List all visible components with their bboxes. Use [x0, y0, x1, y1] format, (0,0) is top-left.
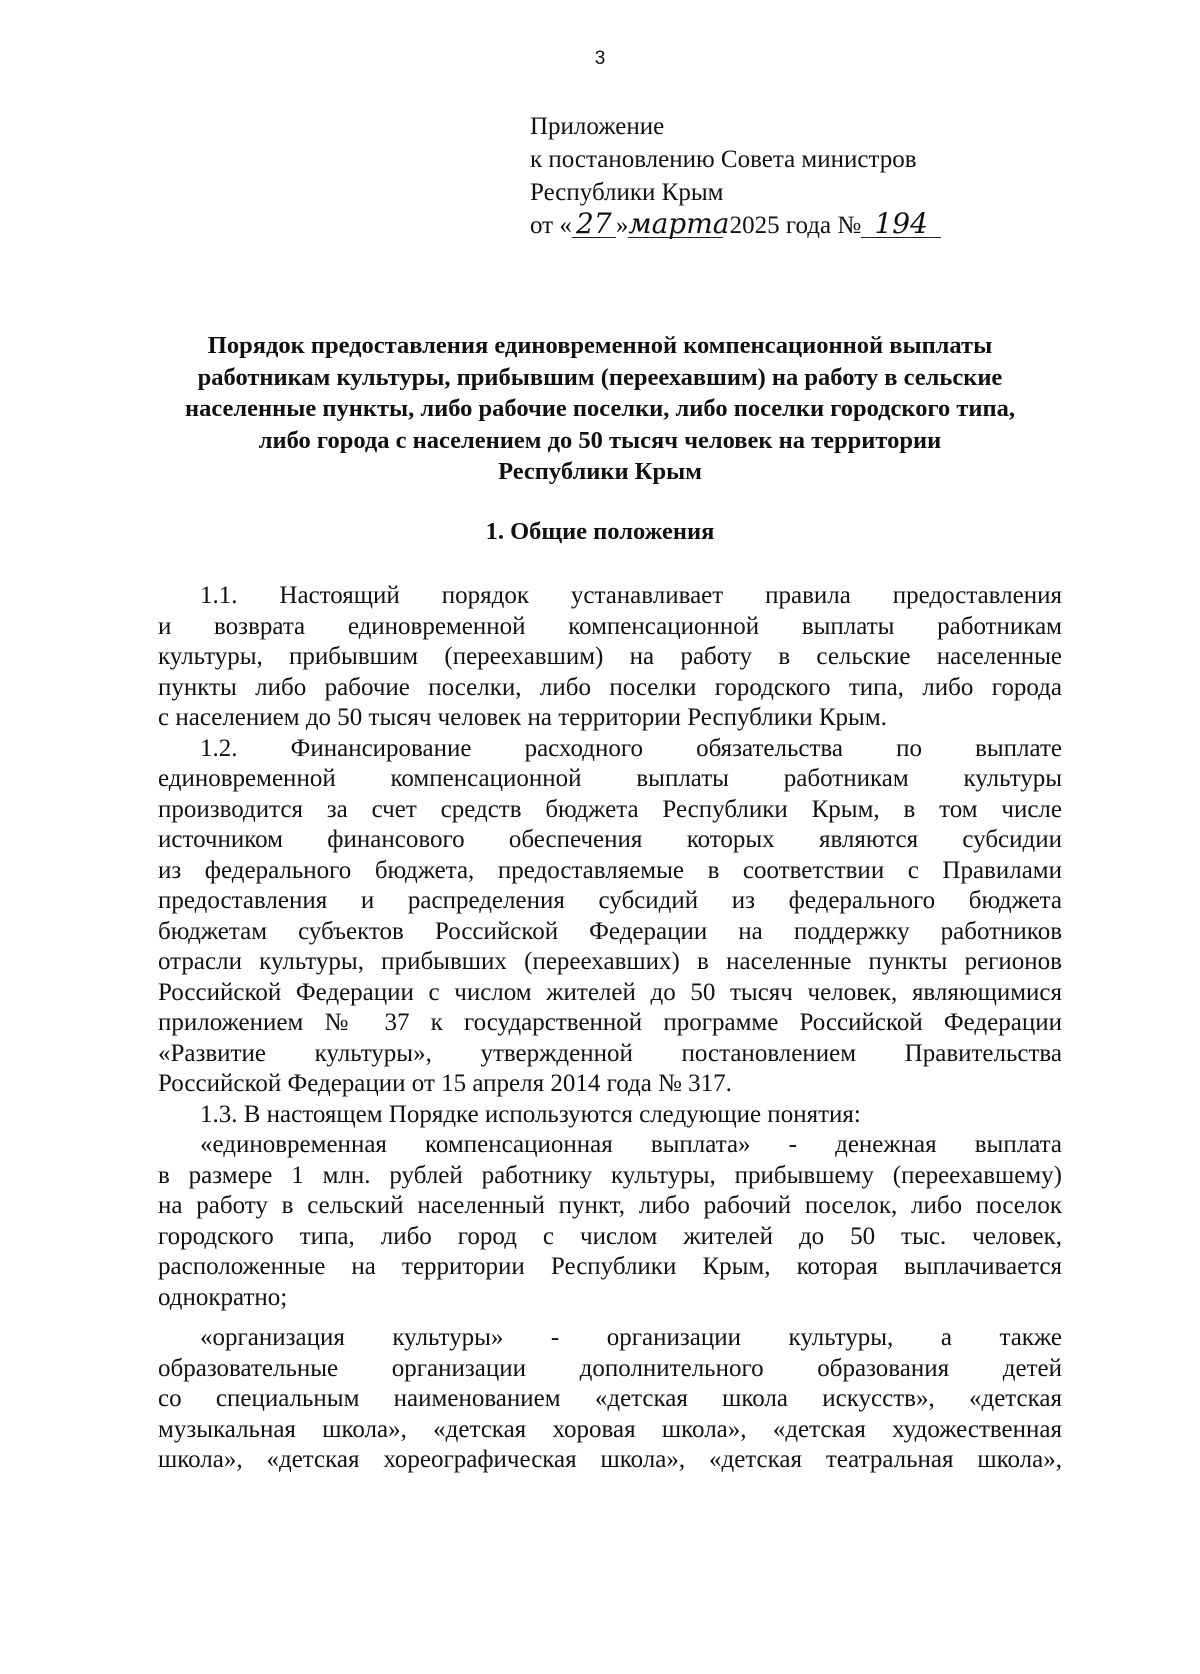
- paragraph-1-2: [158, 734, 1062, 1100]
- text-line: бюджетам субъектов Российской Федерации на поддержку работников: [158, 917, 1062, 945]
- text-line: предоставления и распределения субсидий из федерального бюджета: [158, 887, 1062, 914]
- text-line: образовательные организации дополнительного образования детей: [158, 1354, 1062, 1382]
- text-line: приложением № 37 к государственной программе Российской Федерации: [158, 1009, 1062, 1036]
- text-line: из федерального бюджета, предоставляемые в соответствии с Правилами: [158, 856, 1062, 884]
- date-year: 2025 года №: [723, 212, 862, 239]
- text-line: источником финансового обеспечения которых являются субсидии: [158, 826, 1062, 853]
- text-line: на работу в сельский населенный пункт, либо рабочий поселок, либо поселок: [158, 1192, 1062, 1219]
- appendix-block: [530, 110, 941, 242]
- text-line: производится за счет средств бюджета Республики Крым, в том числе: [158, 795, 1062, 823]
- text-line: единовременной компенсационной выплаты работникам культуры: [158, 765, 1062, 792]
- text-line: 1.1. Настоящий порядок устанавливает правила предоставления: [200, 582, 1062, 609]
- text-line: отрасли культуры, прибывших (переехавших) в населенные пункты регионов: [158, 948, 1062, 975]
- text-line: пункты либо рабочие поселки, либо поселки городского типа, либо города: [158, 673, 1062, 701]
- text-line: «Развитие культуры», утвержденной постановлением Правительства: [158, 1039, 1062, 1067]
- text-line: и возврата единовременной компенсационной выплаты работникам: [158, 612, 1062, 640]
- title-line: работникам культуры, прибывшим (переехавшим) на работу в сельские: [197, 363, 1003, 391]
- text-line: «единовременная компенсационная выплата» - денежная выплата: [200, 1131, 1062, 1158]
- handwritten-month: марта: [628, 207, 730, 240]
- document-body: [158, 581, 1062, 1476]
- text-line: «организация культуры» - организации культуры, а также: [200, 1324, 1062, 1351]
- page-number: 3: [594, 48, 606, 69]
- text-line: музыкальная школа», «детская хоровая школа», «детская художественная: [158, 1415, 1062, 1443]
- text-line: Российской Федерации с числом жителей до 50 тысяч человек, являющимися: [158, 978, 1062, 1006]
- definition-organization: [158, 1323, 1062, 1476]
- handwritten-number: 194: [861, 211, 941, 238]
- appendix-title: Приложение: [530, 113, 665, 140]
- title-line: населенные пункты, либо рабочие поселки, либо поселки городского типа,: [184, 395, 1016, 422]
- paragraph-1-1: [158, 581, 1062, 734]
- text-line: культуры, прибывшим (переехавшим) на работу в сельские населенные: [158, 643, 1062, 670]
- handwritten-day: 27: [572, 211, 616, 238]
- appendix-date-line: [530, 209, 941, 242]
- title-line: либо города с населением до 50 тысяч человек на территории: [258, 426, 942, 454]
- paragraph-1-3: [158, 1100, 1062, 1131]
- text-line: 1.2. Финансирование расходного обязательства по выплате: [200, 734, 1062, 762]
- text-line: в размере 1 млн. рублей работнику культуры, прибывшему (переехавшему): [158, 1161, 1062, 1189]
- text-line: с населением до 50 тысяч человек на территории Республики Крым.: [158, 704, 887, 731]
- text-line: однократно;: [158, 1283, 288, 1311]
- text-line: городского типа, либо город с числом жителей до 50 тыс. человек,: [158, 1222, 1062, 1250]
- appendix-republic: Республики Крым: [530, 179, 724, 206]
- date-prefix: от «: [530, 212, 572, 239]
- text-line: школа», «детская хореографическая школа», «детская театральная школа»,: [158, 1446, 1062, 1473]
- document-title: [120, 330, 1080, 488]
- appendix-resolution: к постановлению Совета министров: [530, 146, 917, 173]
- text-line: 1.3. В настоящем Порядке используются следующие понятия:: [200, 1100, 861, 1128]
- section-heading: 1. Общие положения: [485, 518, 715, 545]
- title-line: Порядок предоставления единовременной компенсационной выплаты: [207, 332, 993, 359]
- date-quote-close: »: [615, 212, 629, 239]
- text-line: со специальным наименованием «детская школа искусств», «детская: [158, 1385, 1062, 1412]
- definition-payment: [158, 1130, 1062, 1313]
- title-line: Республики Крым: [498, 458, 702, 485]
- text-line: Российской Федерации от 15 апреля 2014 года № 317.: [158, 1070, 732, 1097]
- text-line: расположенные на территории Республики Крым, которая выплачивается: [158, 1253, 1062, 1280]
- paragraph-gap: [158, 1313, 1062, 1323]
